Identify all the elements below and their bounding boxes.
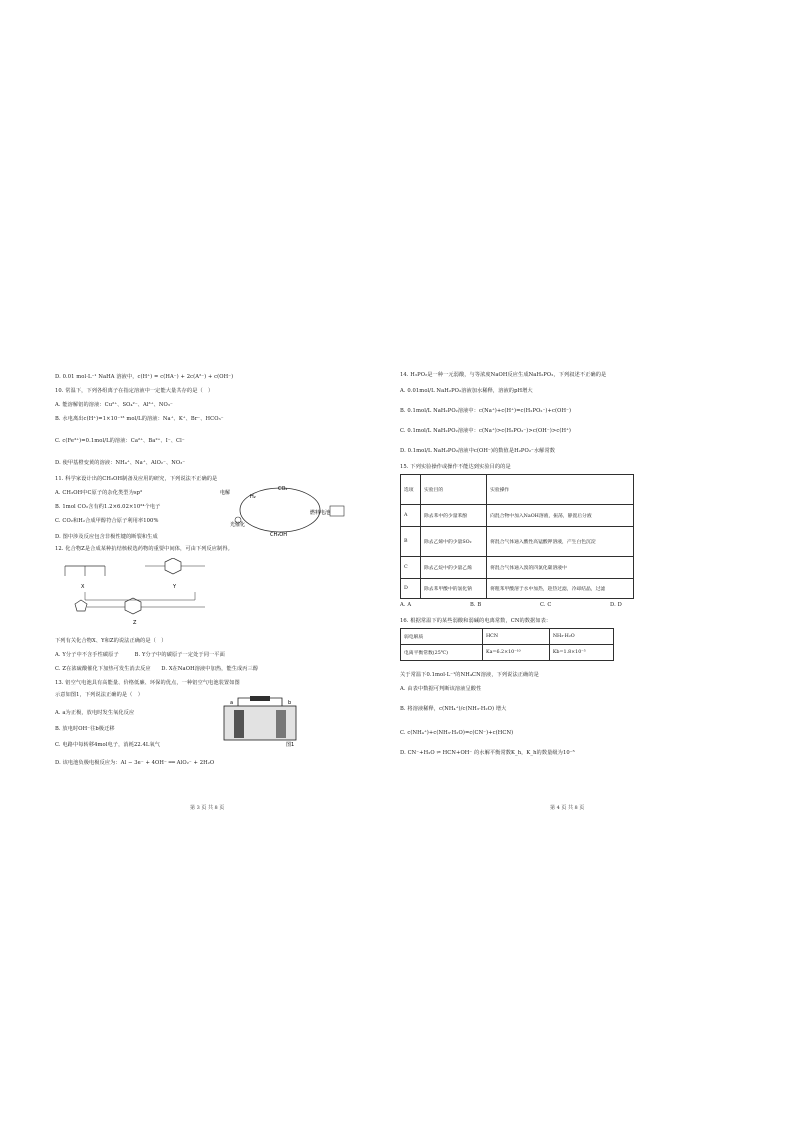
text-line: D. 该电池负极电极反应为：Al − 3e⁻ + 4OH⁻ ══ AlO₂⁻ + 2H₂O [55,760,215,766]
table-cell: Ka=6.2×10⁻¹⁰ [482,645,549,661]
label-electrolysis: 电解 [220,490,231,496]
battery-figure [220,696,310,748]
question-14: 14. H₃PO₂是一种一元弱酸，与等浓度NaOH反应生成NaH₂PO₂，下列叙述不正确的是 [400,372,607,378]
exam-page-left [40,362,392,822]
text-line: C. c(NH₄⁺)+c(NH₃·H₂O)=c(CN⁻)+c(HCN) [400,730,514,736]
text-line: D. 图中涉及反应包含非极性键的断裂和生成 [55,534,158,540]
table-header: HCN [482,629,549,645]
label-fig1: 图1 [286,742,295,748]
experiment-table [400,474,634,599]
question-12: 12. 化合物Z是合成某种抗结核候选药物的重要中间体，可由下列反应制得。 [55,546,233,552]
question-15: 15. 下列实验操作或操作不能达到实验目的的是 [400,464,511,470]
label-ch3oh: CH₃OH [270,532,287,538]
label-a: a [230,700,234,706]
text-line: D. 使甲基橙变黄的溶液：NH₄⁺、Na⁺、AlO₂⁻、NO₃⁻ [55,460,186,466]
option-a: A. A [400,602,412,608]
table-cell: 将粗苯甲酸溶于水中加热，趁热过滤，冷却结晶，过滤 [487,579,634,599]
methanol-cycle-diagram [190,478,370,538]
question-13: 13. 铝空气电池具有高能量、价格低廉、环保的优点，一种铝空气电池装置如图 [55,680,240,686]
table-cell: 电离平衡常数(25℃) [401,645,483,661]
table-cell: 除去乙烯中的少量SO₂ [420,527,486,557]
text-line: 关于常温下0.1mol·L⁻¹的NH₄CN溶液，下列说法正确的是 [400,672,539,678]
question-11: 11. 科学家设计出的CH₃OH制备及应用的研究，下列说法不正确的是 [55,476,218,482]
table-header: 实验目的 [420,475,486,505]
table-header: 选项 [401,475,421,505]
table-cell: 将混合气体通入酸性高锰酸钾溶液，产生白色沉淀 [487,527,634,557]
reaction-structures [55,558,255,626]
table-cell: 除去苯甲酸中的氯化钠 [420,579,486,599]
text-line: C. 电路中每转移4mol电子，消耗22.4L氧气 [55,742,161,748]
label-x: X [81,584,85,590]
question-16: 16. 根据常温下的某些弱酸和弱碱的电离常数，CN的数据如表： [400,618,552,624]
label-y: Y [173,584,177,590]
question-10: 10. 常温下，下列各组离子在指定溶液中一定能大量共存的是（ ） [55,388,214,394]
label-co2: CO₂ [278,486,288,492]
page-footer: 第 3 页 共 8 页 [190,805,225,811]
text-line: A. CH₃OH中C原子的杂化类型为sp³ [55,490,143,496]
option-b: B. B [470,602,482,608]
text-line: B. 水电离出c(H⁺)=1×10⁻¹³ mol/L的溶液：Na⁺、K⁺、Br⁻、HCO₃⁻ [55,416,224,422]
text-line: B. 0.1mol/L NaH₂PO₂溶液中：c(Na⁺)+c(H⁺)=c(H₂PO₂⁻)+c(OH⁻) [400,408,572,414]
label-fuel-cell: 燃料电池 [310,510,331,516]
page-footer: 第 4 页 共 8 页 [550,805,585,811]
table-cell: 将混合气体通入溴的四氯化碳溶液中 [487,557,634,579]
text-line: D. 0.1mol/L NaH₂PO₂溶液中c(OH⁻)的数值是H₂PO₂⁻水解常数 [400,448,556,454]
text-line: A. 能溶解铝的溶液：Cu²⁺、SO₄²⁻、Al³⁺、NO₃⁻ [55,402,173,408]
battery-icon [330,506,344,516]
table-cell: D [401,579,421,599]
text-line: D. CN⁻+H₂O ⇌ HCN+OH⁻ 的水解平衡常数K_h，K_h的数量级为10⁻⁵ [400,750,575,756]
label-photocatalysis: 光催化 [230,522,246,528]
text-line: 示意如图1，下列说法正确的是（ ） [55,692,144,698]
table-header: NH₃·H₂O [549,629,613,645]
table-cell: Kb=1.8×10⁻⁵ [549,645,613,661]
label-z: Z [133,620,137,626]
text-line: C. Z在浓硫酸催化下加热可发生消去反应 D. X在NaOH溶液中加热，能生成丙三醇 [55,666,259,672]
text-line: A. 0.01mol/L NaH₂PO₂溶液加水稀释，溶液的pH增大 [400,388,533,394]
text-line: A. Y分子中不含手性碳原子 B. Y分子中的碳原子一定处于同一平面 [55,652,225,658]
table-cell: A [401,505,421,527]
label-b: b [288,700,292,706]
text-line: A. a为正极，放电时发生氧化反应 [55,710,135,716]
table-cell: 向混合物中加入NaOH溶液，振荡，静置后分液 [487,505,634,527]
label-h2: H₂ [250,494,256,500]
text-line: B. 放电时OH⁻往b极迁移 [55,726,115,732]
table-cell: C [401,557,421,579]
option-c: C. C [540,602,552,608]
text-line: C. c(Fe³⁺)=0.1mol/L的溶液：Ca²⁺、Ba²⁺、I⁻、Cl⁻ [55,438,185,444]
exam-page-right [400,362,760,822]
table-cell: 除去苯中的少量苯酚 [420,505,486,527]
text-line: C. CO₂和H₂合成甲醇符合原子利用率100% [55,518,159,524]
table-cell: B [401,527,421,557]
text-line: 下列有关化合物X、Y和Z的说法正确的是（ ） [55,638,167,644]
table-header: 弱电解质 [401,629,483,645]
ionization-constants-table [400,628,614,661]
text-line: D. 0.01 mol·L⁻¹ NaHA 溶液中，c(H⁺) = c(HA⁻) + 2c(A²⁻) + c(OH⁻) [55,374,234,380]
option-d: D. D [610,602,622,608]
text-line: B. 1mol CO₂含有约1.2×6.02×10²⁴个电子 [55,504,161,510]
table-cell: 除去乙烷中的少量乙烯 [420,557,486,579]
text-line: B. 将溶液稀释，c(NH₄⁺)/c(NH₃·H₂O) 增大 [400,706,507,712]
text-line: A. 由表中数据可判断该溶液呈酸性 [400,686,482,692]
table-header: 实验操作 [487,475,634,505]
text-line: C. 0.1mol/L NaH₂PO₂溶液中：c(Na⁺)>c(H₂PO₂⁻)>c(OH⁻)>c(H⁺) [400,428,572,434]
